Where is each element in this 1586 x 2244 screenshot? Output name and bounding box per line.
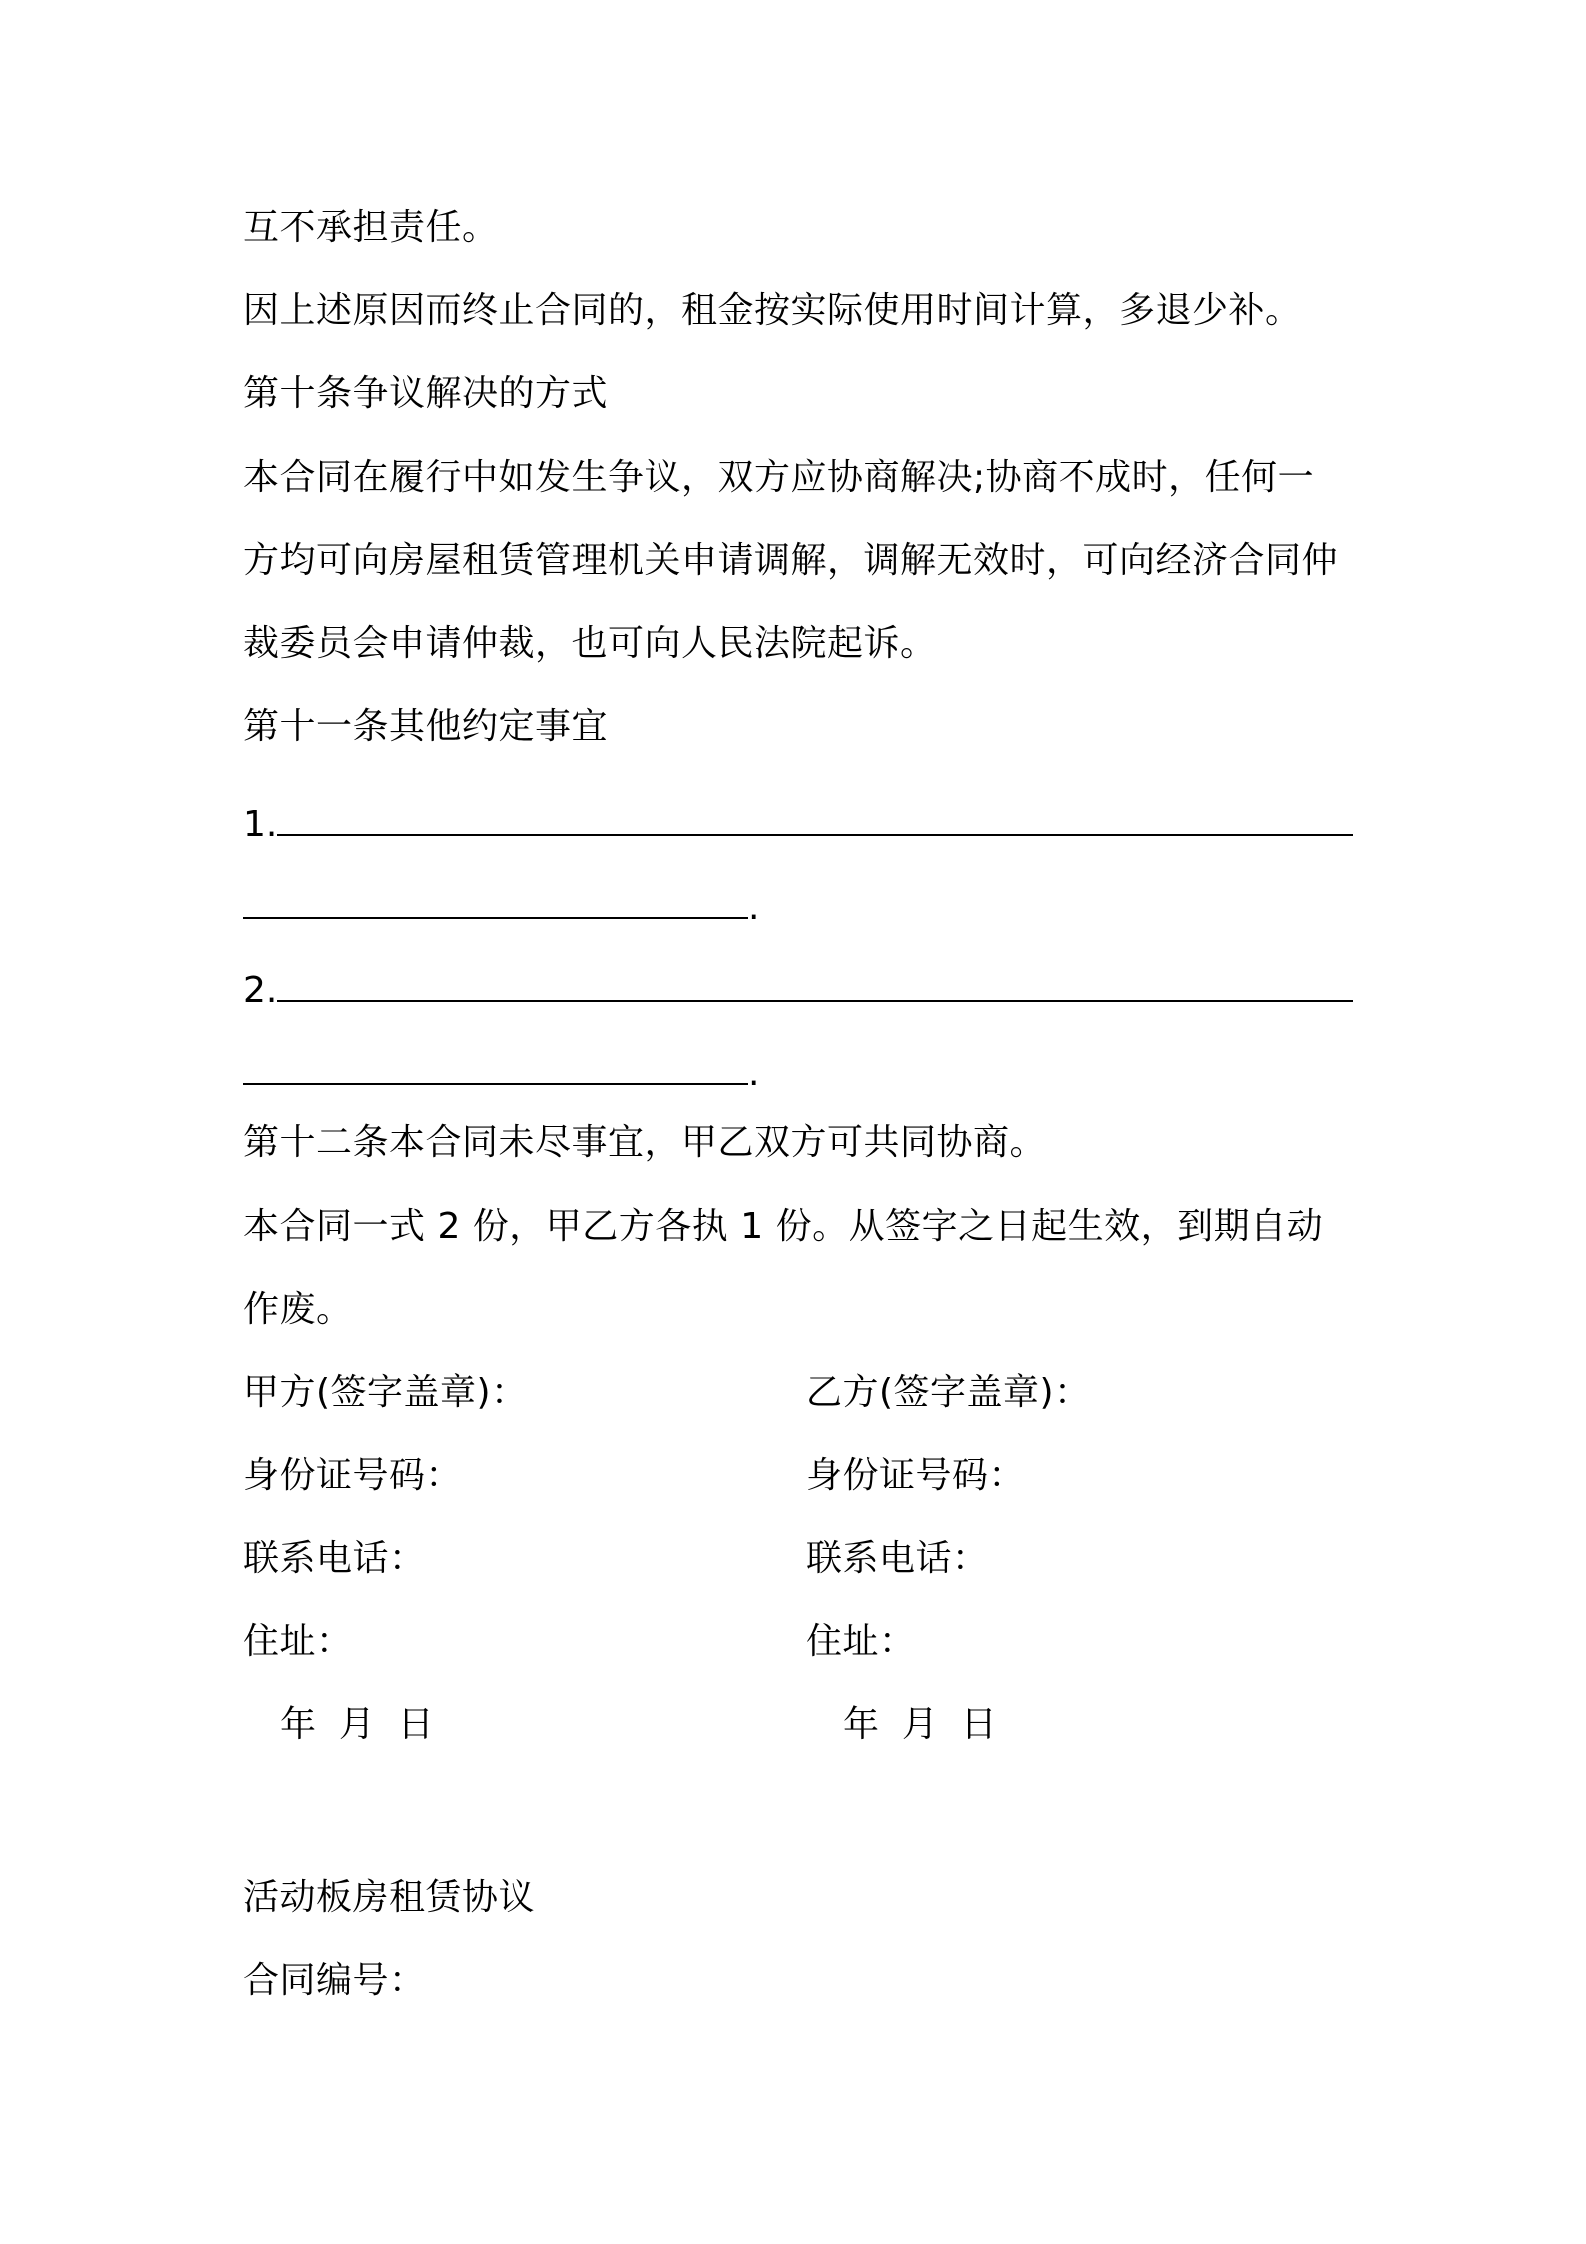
item-2-end: .	[748, 1053, 760, 1094]
item-1-blank-cont	[243, 883, 748, 919]
item-2-label: 2.	[243, 970, 278, 1011]
next-doc-title: 活动板房租赁协议	[243, 1877, 536, 1918]
party-b-address: 住址：	[806, 1621, 916, 1662]
party-a-id: 身份证号码：	[243, 1455, 463, 1496]
item-1-end: .	[748, 887, 760, 928]
copies-line2: 作废。	[243, 1289, 353, 1330]
item-1-label: 1.	[243, 804, 278, 845]
article-10-text-line3: 裁委员会申请仲裁，也可向人民法院起诉。	[243, 623, 937, 664]
article-10-title: 第十条争议解决的方式	[243, 373, 609, 414]
article-12: 第十二条本合同未尽事宜，甲乙双方可共同协商。	[243, 1122, 1047, 1163]
article-11-title: 第十一条其他约定事宜	[243, 706, 609, 747]
party-a-date: 年 月 日	[280, 1704, 434, 1745]
copies-line1: 本合同一式 2 份，甲乙方各执 1 份。从签字之日起生效，到期自动	[243, 1206, 1324, 1247]
item-2-blank	[277, 966, 1353, 1002]
party-b-sign: 乙方(签字盖章)：	[806, 1372, 1091, 1413]
article-10-text-line2: 方均可向房屋租赁管理机关申请调解，调解无效时，可向经济合同仲	[243, 540, 1339, 581]
item-1-line	[243, 800, 1353, 847]
paragraph-rent-settlement: 因上述原因而终止合同的，租金按实际使用时间计算，多退少补。	[243, 290, 1302, 331]
party-a-sign: 甲方(签字盖章)：	[243, 1372, 528, 1413]
party-b-phone: 联系电话：	[806, 1538, 989, 1579]
item-1-blank	[277, 800, 1353, 836]
party-b-id: 身份证号码：	[806, 1455, 1026, 1496]
contract-number: 合同编号：	[243, 1960, 426, 2001]
party-a-phone: 联系电话：	[243, 1538, 426, 1579]
item-1-continuation	[243, 883, 1353, 930]
item-2-line	[243, 966, 1353, 1013]
party-a-address: 住址：	[243, 1621, 353, 1662]
item-2-continuation	[243, 1049, 1353, 1096]
paragraph-no-liability: 互不承担责任。	[243, 207, 499, 248]
party-b-date: 年 月 日	[843, 1704, 997, 1745]
article-10-text-line1: 本合同在履行中如发生争议，双方应协商解决;协商不成时，任何一	[243, 457, 1315, 498]
item-2-blank-cont	[243, 1049, 748, 1085]
